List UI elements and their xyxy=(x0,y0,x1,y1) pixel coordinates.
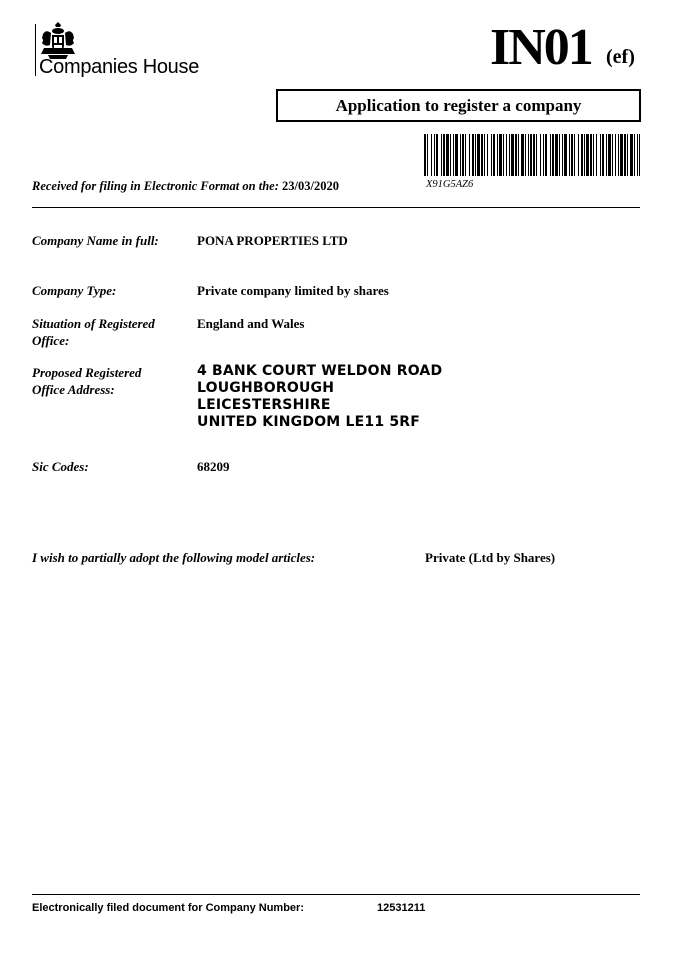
barcode-bar xyxy=(465,134,466,176)
address-line-1: 4 BANK COURT WELDON ROAD xyxy=(197,363,443,379)
barcode-bar xyxy=(612,134,613,176)
barcode-bar xyxy=(511,134,514,176)
barcode-bar xyxy=(624,134,626,176)
barcode-bar xyxy=(550,134,551,176)
footer-divider xyxy=(32,894,640,895)
barcode-bar xyxy=(477,134,480,176)
situation-value: England and Wales xyxy=(197,316,305,331)
barcode-bar xyxy=(555,134,558,176)
barcode-bar xyxy=(562,134,563,176)
barcode-bar xyxy=(543,134,544,176)
barcode-bar xyxy=(540,134,541,176)
barcode-bar xyxy=(424,134,426,176)
sic-codes-value: 68209 xyxy=(197,459,230,474)
barcode-bar xyxy=(484,134,485,176)
received-label: Received for filing in Electronic Format on the: xyxy=(32,179,279,193)
barcode-bar xyxy=(578,134,579,176)
logo-text: Companies House xyxy=(39,56,200,78)
barcode-bar xyxy=(564,134,567,176)
document-title xyxy=(276,89,641,122)
barcode-bar xyxy=(545,134,547,176)
barcode-bar xyxy=(630,134,633,176)
barcode-bar xyxy=(620,134,623,176)
barcode-bar xyxy=(525,134,526,176)
barcode-bar xyxy=(521,134,524,176)
situation-label: Situation of Registered Office: xyxy=(32,316,155,348)
barcode-bar xyxy=(475,134,476,176)
barcode-bar xyxy=(455,134,458,176)
company-name-value: PONA PROPERTIES LTD xyxy=(197,233,348,248)
barcode-bar xyxy=(533,134,535,176)
barcode-bar xyxy=(586,134,589,176)
barcode-bar xyxy=(487,134,488,176)
barcode-bar xyxy=(518,134,519,176)
barcode-bar xyxy=(600,134,601,176)
barcode-bar xyxy=(431,134,432,176)
received-line xyxy=(32,179,339,194)
barcode xyxy=(424,134,640,176)
address-line-2: LOUGHBOROUGH xyxy=(197,380,335,396)
barcode-bar xyxy=(462,134,464,176)
footer-label: Electronically filed document for Company Number: xyxy=(32,902,304,914)
barcode-bar xyxy=(499,134,502,176)
barcode-bar xyxy=(637,134,638,176)
address-line-3: LEICESTERSHIRE xyxy=(197,397,331,413)
header-divider xyxy=(32,207,640,208)
barcode-bar xyxy=(593,134,594,176)
barcode-id: X91G5AZ6 xyxy=(426,179,474,190)
barcode-bar xyxy=(559,134,560,176)
company-type-label: Company Type: xyxy=(32,283,117,298)
barcode-bar xyxy=(618,134,619,176)
barcode-bar xyxy=(596,134,597,176)
sic-codes-label: Sic Codes: xyxy=(32,459,89,474)
barcode-bar xyxy=(497,134,498,176)
form-suffix: (ef) xyxy=(606,46,635,68)
address-block xyxy=(197,363,442,431)
barcode-bar xyxy=(493,134,495,176)
barcode-bar xyxy=(608,134,611,176)
barcode-bar xyxy=(571,134,573,176)
received-date: 23/03/2020 xyxy=(282,179,339,193)
barcode-bar xyxy=(552,134,554,176)
barcode-bar xyxy=(615,134,616,176)
barcode-bar xyxy=(443,134,445,176)
barcode-bar xyxy=(509,134,510,176)
barcode-bar xyxy=(515,134,517,176)
barcode-bar xyxy=(634,134,635,176)
royal-crest-icon xyxy=(38,22,78,60)
barcode-bar xyxy=(491,134,492,176)
address-line-4: UNITED KINGDOM LE11 5RF xyxy=(197,414,421,430)
barcode-bar xyxy=(453,134,454,176)
barcode-bar xyxy=(581,134,583,176)
barcode-bar xyxy=(503,134,504,176)
barcode-bar xyxy=(627,134,628,176)
barcode-bar xyxy=(602,134,604,176)
company-number: 12531211 xyxy=(377,902,426,914)
barcode-bar xyxy=(469,134,470,176)
barcode-bar xyxy=(481,134,483,176)
barcode-bar xyxy=(434,134,435,176)
barcode-bar xyxy=(436,134,438,176)
company-type-value: Private company limited by shares xyxy=(197,283,389,298)
barcode-bar xyxy=(528,134,529,176)
address-label: Proposed Registered Office Address: xyxy=(32,365,142,397)
barcode-bar xyxy=(460,134,461,176)
barcode-bar xyxy=(569,134,570,176)
document-title-text: Application to register a company xyxy=(335,95,582,115)
barcode-bar xyxy=(472,134,474,176)
barcode-bar xyxy=(639,134,640,176)
company-name-label: Company Name in full: xyxy=(32,233,159,248)
form-code: IN01 xyxy=(490,19,592,76)
barcode-bar xyxy=(506,134,507,176)
barcode-bar xyxy=(590,134,592,176)
barcode-bar xyxy=(530,134,532,176)
barcode-bar xyxy=(584,134,585,176)
barcode-bar xyxy=(446,134,449,176)
model-articles-value: Private (Ltd by Shares) xyxy=(425,550,556,565)
barcode-bar xyxy=(606,134,607,176)
barcode-bar xyxy=(450,134,451,176)
model-articles-label: I wish to partially adopt the following model articles: xyxy=(32,550,316,565)
logo-divider xyxy=(35,24,36,76)
barcode-bar xyxy=(536,134,537,176)
barcode-bar xyxy=(441,134,442,176)
barcode-bar xyxy=(574,134,575,176)
barcode-bar xyxy=(427,134,428,176)
